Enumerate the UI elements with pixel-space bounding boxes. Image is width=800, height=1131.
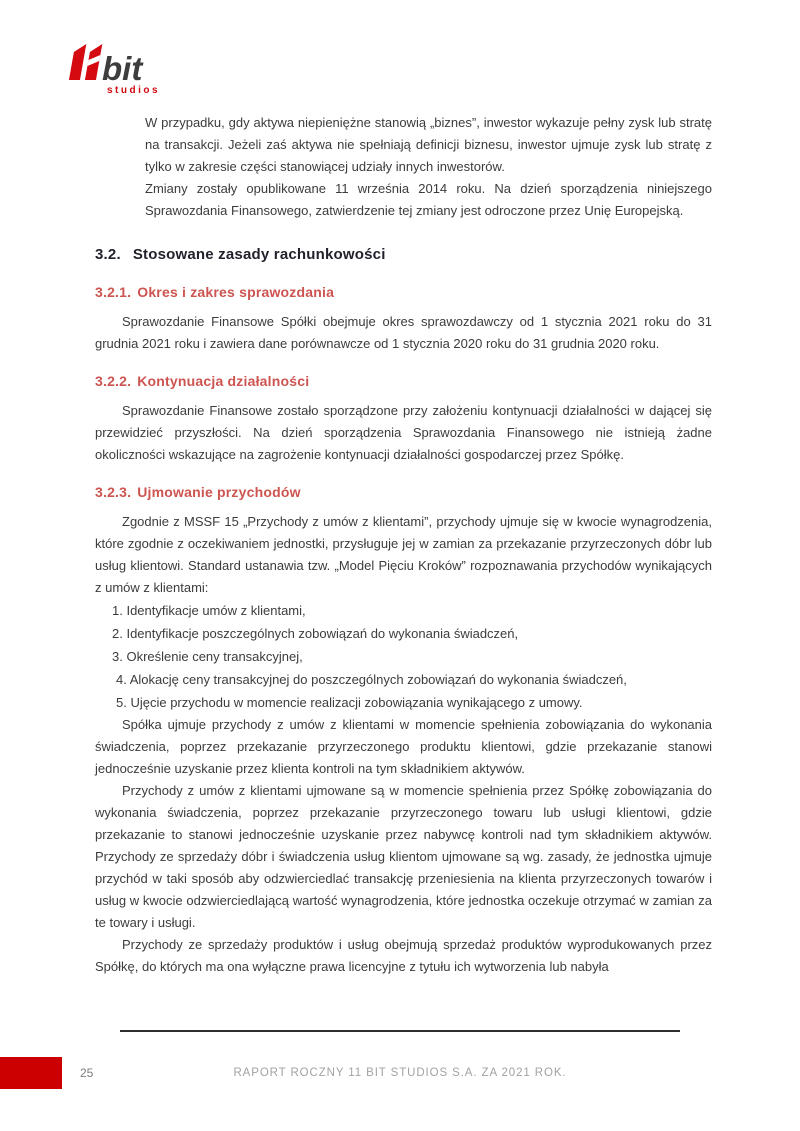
intro-paragraph: W przypadku, gdy aktywa niepieniężne stanowią „biznes”, inwestor wykazuje pełny zysk lub stratę na transakcji. Jeżeli zaś aktywa nie spełniają definicji biznesu, inwestor ujmuje zysk lub stratę z tylko w zakresie części stanowiącej udziały innych inwestorów. [145, 115, 712, 174]
section-number: 3.2. [95, 246, 121, 263]
document-content [95, 112, 712, 978]
footer-report-title: RAPORT ROCZNY 11 BIT STUDIOS S.A. ZA 2021 ROK. [233, 1067, 567, 1079]
subsection-heading-3-2-3 [95, 481, 712, 503]
logo-bit-text: bit [102, 50, 143, 87]
paragraph: Przychody z umów z klientami ujmowane są w momencie spełnienia przez Spółkę zobowiązania do wykonania świadczenia, poprzez przekazanie przyrzeczonego towaru lub usługi klientowi, gdzie przekazanie to stanowi jednocześnie uzyskanie przez nabywcę kontroli nad tym składnikiem aktywów. Przychody ze sprzedaży dóbr i świadczenia usług klientom ujmowane są wg. zasady, że jednostka ujmuje przychód w taki sposób aby odzwierciedlać transakcję przeniesienia na klienta przyrzeczonych towarów i usług w kwocie odzwierciedlającą wartość wynagrodzenia, które jednostka oczekuje otrzymać w zamian za te towary i usługi. [95, 783, 712, 930]
paragraph: Przychody ze sprzedaży produktów i usług obejmują sprzedaż produktów wyprodukowanych przez Spółkę, do których ma ona wyłączne prawa licencyjne z tytułu ich wytworzenia lub nabyła [95, 937, 712, 974]
intro-block [145, 112, 712, 222]
subsection-heading-3-2-1 [95, 281, 712, 303]
subsection-title-text: Ujmowanie przychodów [137, 484, 301, 500]
paragraph: Sprawozdanie Finansowe zostało sporządzone przy założeniu kontynuacji działalności w dającej się przewidzieć przyszłości. Na dzień sporządzenia Sprawozdania Finansowego nie istnieją żadne okoliczności wskazujące na zagrożenie kontynuacji działalności gospodarczej przez Spółkę. [95, 403, 712, 462]
subsection-heading-3-2-2 [95, 370, 712, 392]
five-step-model-list [112, 599, 712, 714]
list-item: 4. Alokację ceny transakcyjnej do poszczególnych zobowiązań do wykonania świadczeń, [116, 672, 627, 687]
subsection-number: 3.2.3. [95, 484, 132, 500]
subsection-number: 3.2.2. [95, 373, 132, 389]
section-heading-3-2 [95, 244, 712, 266]
11bit-logo-graphic [62, 40, 174, 100]
company-logo [62, 40, 174, 100]
list-item: 1. Identyfikacje umów z klientami, [112, 603, 306, 618]
section-title-text: Stosowane zasady rachunkowości [132, 246, 386, 263]
logo-studios-text: studios [107, 85, 161, 96]
subsection-title-text: Kontynuacja działalności [137, 373, 310, 389]
list-item: 3. Określenie ceny transakcyjnej, [112, 649, 303, 664]
page-number: 25 [80, 1066, 94, 1080]
paragraph: Sprawozdanie Finansowe Spółki obejmuje okres sprawozdawczy od 1 stycznia 2021 roku do 31 grudnia 2021 roku i zawiera dane porównawcze od 1 stycznia 2020 roku do 31 grudnia 2020 roku. [95, 314, 712, 351]
paragraph: Spółka ujmuje przychody z umów z klientami w momencie spełnienia zobowiązania do wykonania świadczenia, poprzez przekazanie przyrzeczonego produktu klientowi, gdzie przekazanie stanowi jednocześnie uzyskanie przez klienta kontroli na tym składnikiem aktywów. [95, 717, 712, 776]
footer-divider-line [120, 1030, 680, 1032]
subsection-title-text: Okres i zakres sprawozdania [137, 284, 335, 300]
page-footer [0, 1057, 800, 1089]
intro-paragraph: Zmiany zostały opublikowane 11 września 2014 roku. Na dzień sporządzenia niniejszego Sprawozdania Finansowego, zatwierdzenie tej zmiany jest odroczone przez Unię Europejską. [145, 181, 712, 218]
list-item: 2. Identyfikacje poszczególnych zobowiązań do wykonania świadczeń, [112, 626, 519, 641]
paragraph: Zgodnie z MSSF 15 „Przychody z umów z klientami”, przychody ujmuje się w kwocie wynagrodzenia, które zgodnie z oczekiwaniem jednostki, przysługuje jej w zamian za przekazanie przyrzeczonych dóbr lub usług klientowi. Standard ustanawia tzw. „Model Pięciu Kroków” rozpoznawania przychodów wynikających z umów z klientami: [95, 514, 712, 595]
list-item: 5. Ujęcie przychodu w momencie realizacji zobowiązania wynikającego z umowy. [116, 695, 583, 710]
subsection-number: 3.2.1. [95, 284, 132, 300]
